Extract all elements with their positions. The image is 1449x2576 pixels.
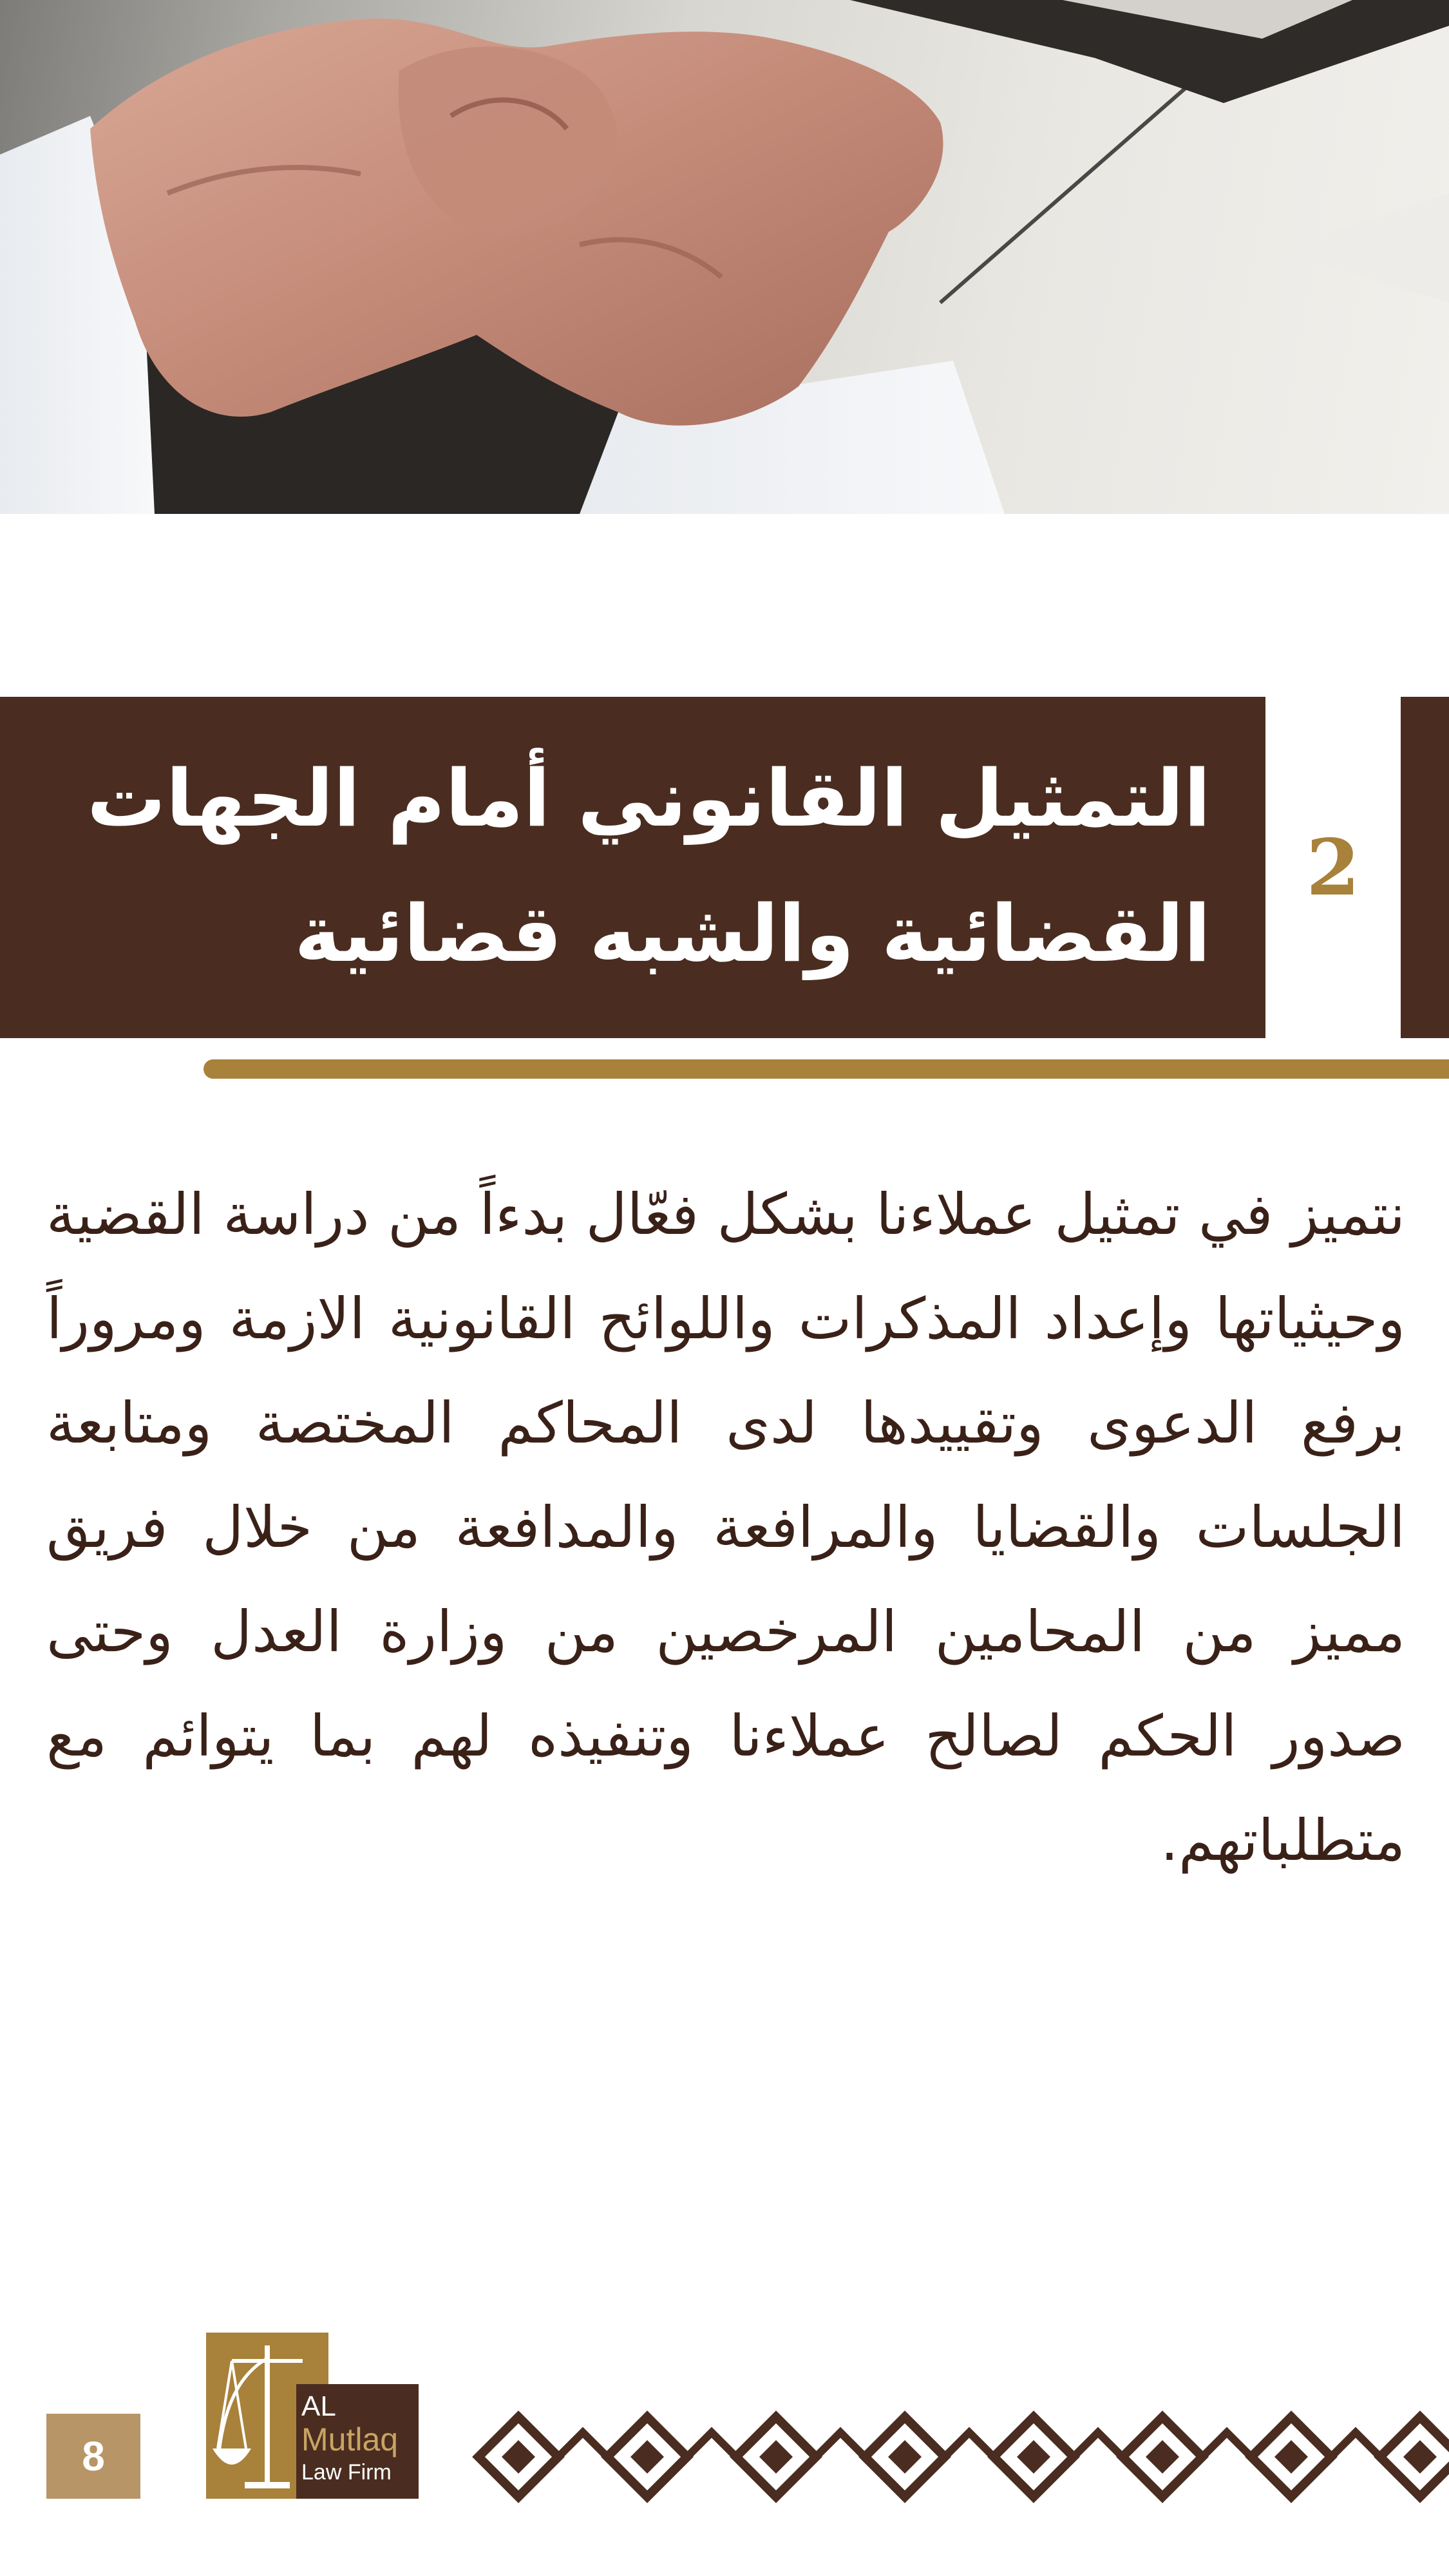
pattern-motif [478, 2417, 607, 2497]
pattern-motif [1380, 2417, 1449, 2497]
page-number: 8 [46, 2414, 140, 2499]
pattern-motif [994, 2417, 1122, 2497]
hands-photo-illustration [0, 0, 1449, 514]
greek-key-pattern [470, 2409, 1449, 2505]
pattern-motif [865, 2417, 994, 2497]
logo-text-al: AL [301, 2391, 336, 2422]
section-number: 2 [1306, 822, 1360, 913]
pattern-motif [1122, 2417, 1251, 2497]
pattern-motif [736, 2417, 865, 2497]
logo-text-mutlaq: Mutlaq [301, 2421, 399, 2458]
pattern-motif [607, 2417, 736, 2497]
firm-logo [206, 2333, 419, 2499]
gold-divider [204, 1059, 1449, 1079]
hero-photo [0, 0, 1449, 514]
logo-text-law-firm: Law Firm [301, 2460, 392, 2485]
body-paragraph: نتميز في تمثيل عملاءنا بشكل فعّال بدءاً من دراسة القضية وحيثياتها وإعداد المذكرات واللوائح القانونية الازمة ومروراً برفع الدعوى وتقييدها لدى المحاكم المختصة ومتابعة الجلسات والقضايا والمرافعة والمدافعة من خلال فريق مميز من المحامين المرخصين من وزارة العدل وحتى صدور الحكم لصالح عملاءنا وتنفيذه لهم بما يتوائم مع متطلباتهم. [46, 1181, 1405, 1873]
section-number-stripe [1401, 697, 1449, 1038]
pattern-motif [1251, 2417, 1380, 2497]
section-title [77, 731, 1211, 1001]
section-title-line-1: التمثيل القانوني أمام الجهات [87, 753, 1211, 844]
section-title-line-2: القضائية والشبه قضائية [294, 888, 1211, 980]
